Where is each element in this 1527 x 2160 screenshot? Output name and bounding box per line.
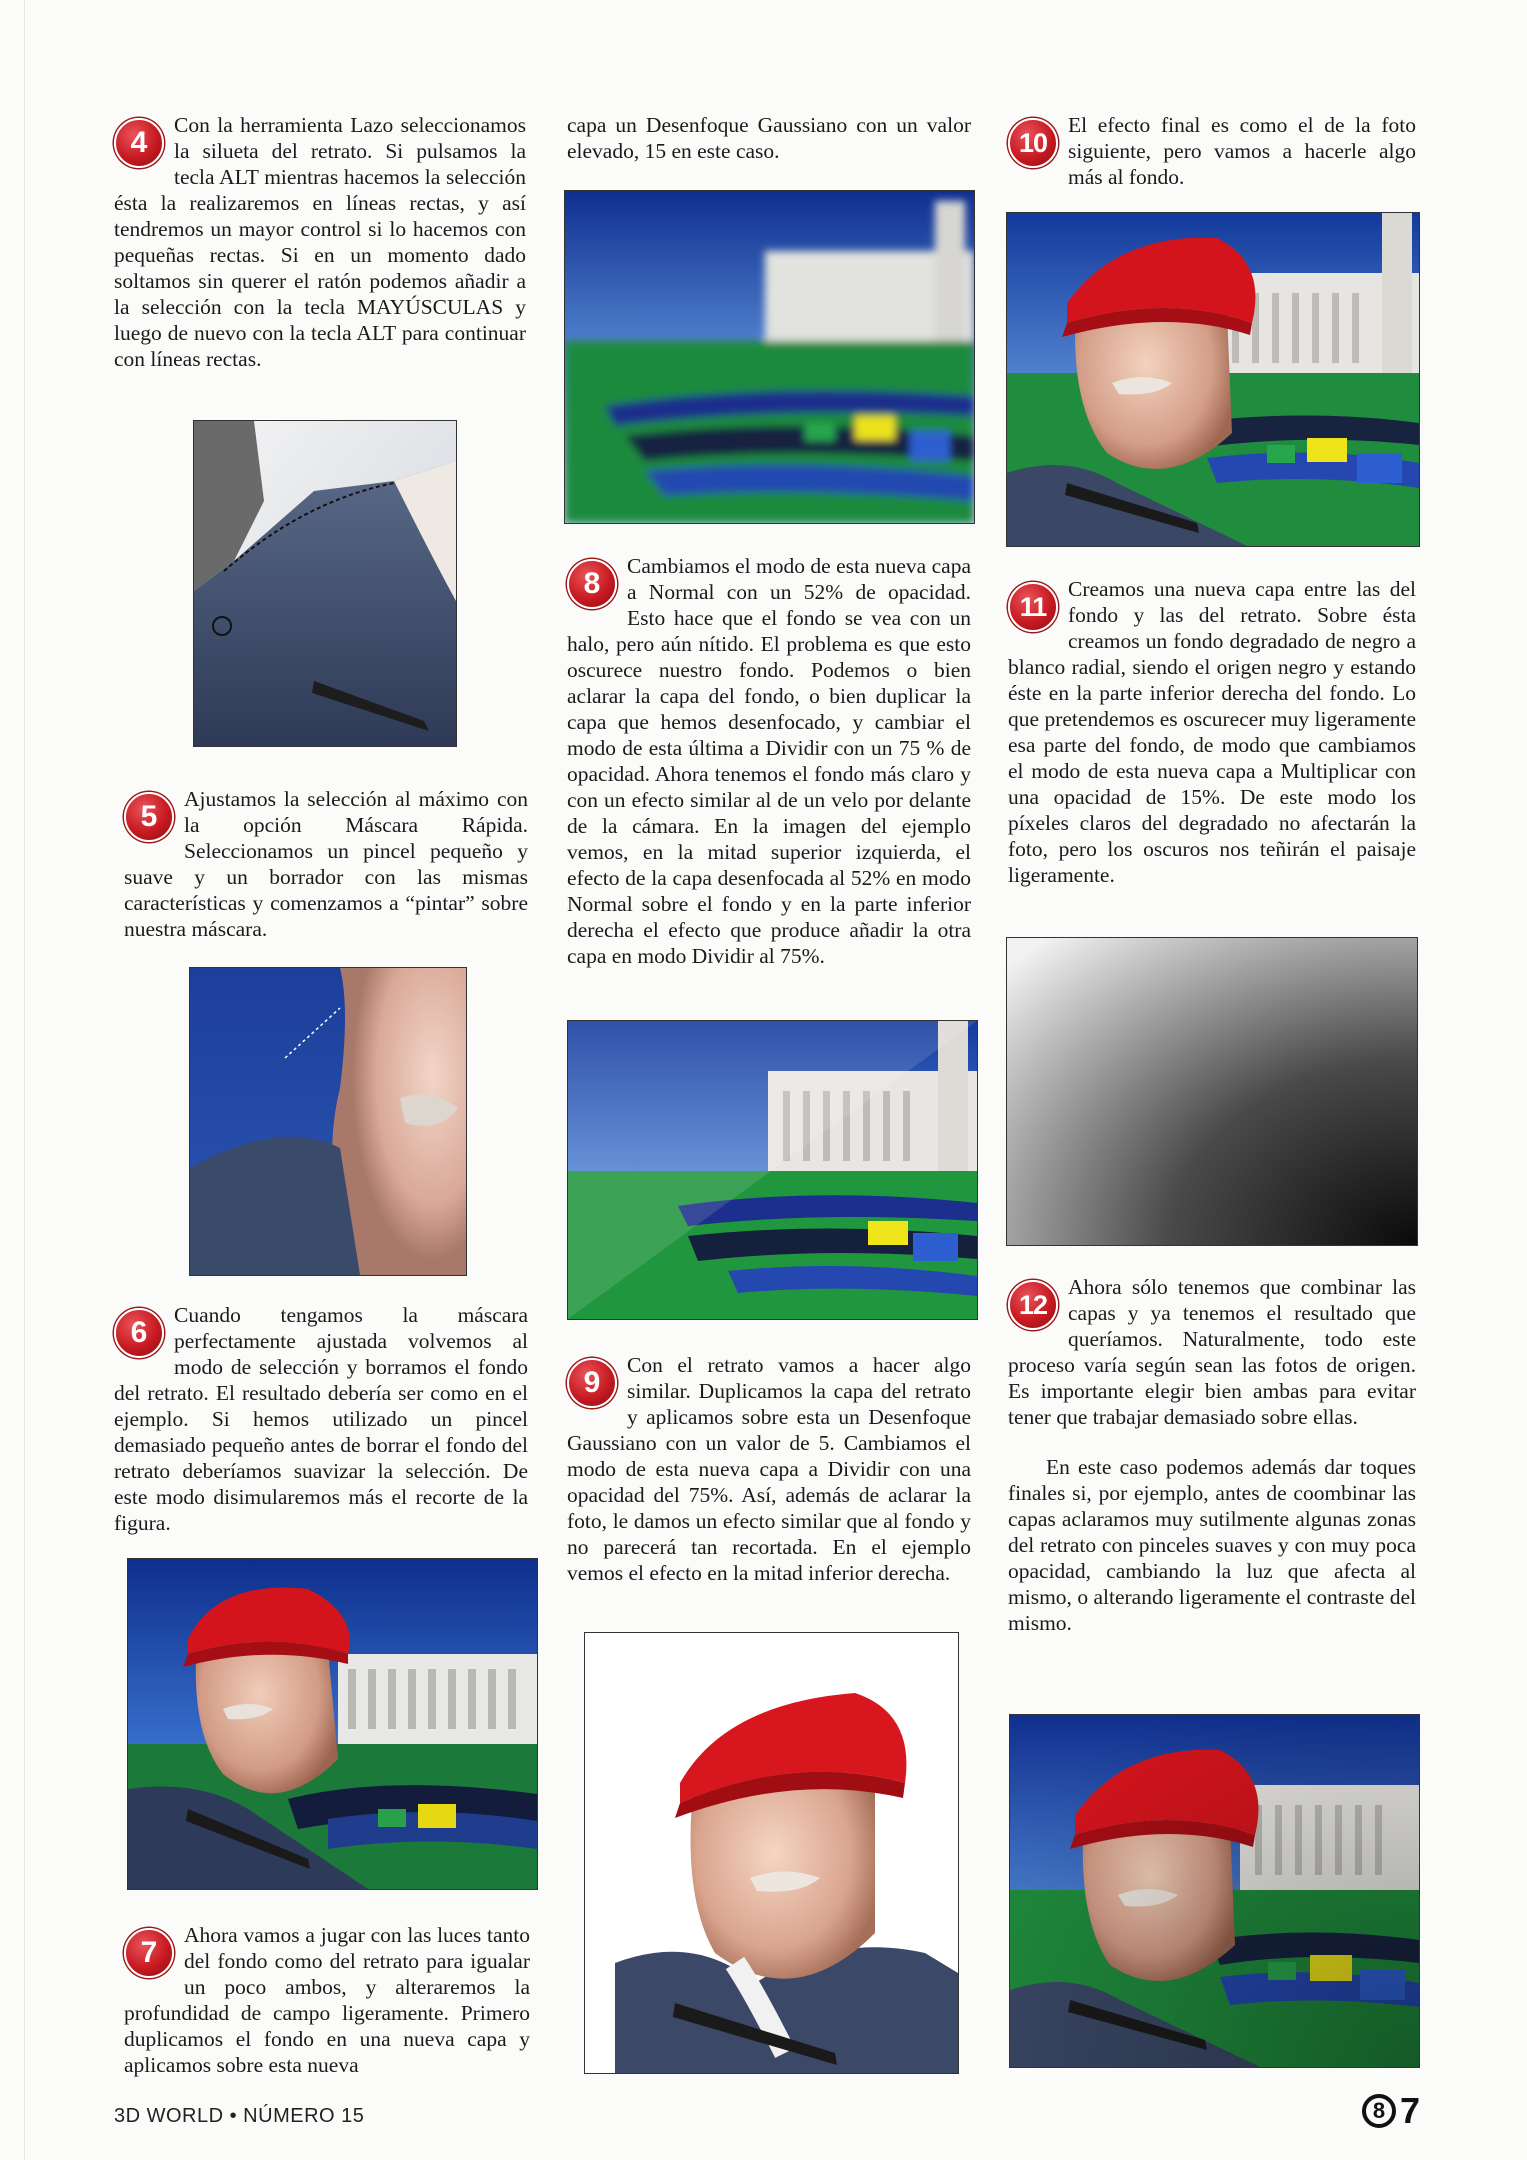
- step-7-text: Ahora vamos a jugar con las luces tanto del fondo como del retrato para igualar un poco ambos, y alteraremos la profundidad de campo ligeramente. Primero duplicamos el fondo en una nueva capa y aplicamos sobre esta nueva: [124, 1923, 530, 2077]
- figure-gaussian-blur-background: [564, 190, 975, 524]
- figure-final-result: [1009, 1714, 1420, 2068]
- step-4-badge: 4: [114, 118, 164, 168]
- step-10-text: El efecto final es como el de la foto siguiente, pero vamos a hacerle algo más al fondo.: [1068, 113, 1416, 189]
- step-8-badge: 8: [567, 559, 617, 609]
- figure-lasso-selection: [193, 420, 457, 747]
- step-6-badge: 6: [114, 1308, 164, 1358]
- step-8: [567, 553, 971, 969]
- step-6-text: Cuando tengamos la máscara perfectamente ajustada volvemos al modo de selección y borramos el fondo del retrato. El resultado debería ser como en el ejemplo. Si hemos utilizado un pincel demasiado pequeño antes de borrar el fondo del retrato deberíamos suavizar la selección. De este modo disimularemos más el recorte de la figura.: [114, 1303, 528, 1535]
- step-12-badge: 12: [1008, 1280, 1058, 1330]
- page-number-digit: 7: [1400, 2090, 1421, 2131]
- step-12-text: Ahora sólo tenemos que combinar las capas y ya tenemos el resultado que queríamos. Naturalmente, todo este proceso varía según sean las fotos de origen. Es importante elegir bien ambas para evitar tener que trabajar demasiado sobre ellas.: [1008, 1275, 1416, 1429]
- step-5-badge: 5: [124, 792, 174, 842]
- figure-layer-normal-and-divide: [567, 1020, 978, 1320]
- figure-final-effect-preview: [1006, 212, 1420, 547]
- step-9-badge: 9: [567, 1358, 617, 1408]
- step-5-text: Ajustamos la selección al máximo con la opción Máscara Rápida. Seleccionamos un pincel pequeño y suave y un borrador con las mismas características y comenzamos a “pintar” sobre nuestra máscara.: [124, 787, 528, 941]
- step-9: [567, 1352, 971, 1586]
- figure-radial-gradient: [1006, 937, 1418, 1246]
- step-10: [1008, 112, 1416, 190]
- step-12-final-text: En este caso podemos además dar toques finales si, por ejemplo, antes de coombinar las capas aclaramos muy sutilmente algunas zonas del retrato con pinceles suaves y con muy poca opacidad, cambiando la luz que afecta al mismo, o alterando ligeramente el contraste del mismo.: [1008, 1455, 1416, 1635]
- figure-cutout-result: [127, 1558, 538, 1890]
- step-12: [1008, 1274, 1416, 1636]
- step-11: [1008, 576, 1416, 888]
- page-margin-line: [24, 0, 25, 2160]
- step-7-continued: [567, 112, 971, 164]
- step-8-text: Cambiamos el modo de esta nueva capa a Normal con un 52% de opacidad. Esto hace que el fondo se vea con un halo, pero aún nítido. El problema es que esto oscurece nuestro fondo. Podemos o bien aclarar la capa del fondo, o bien duplicar la capa que hemos desenfocado, y cambiar el modo de esta última a Dividir con un 75 % de opacidad. Ahora tenemos el fondo más claro y con un efecto similar al de un velo por delante de la cámara. En la imagen del ejemplo vemos, en la mitad superior izquierda, el efecto de la capa desenfocada al 52% en modo Normal sobre el fondo y en la parte inferior derecha el efecto que produce añadir la otra capa en modo Dividir al 75%.: [567, 554, 971, 968]
- step-4: [114, 112, 526, 372]
- step-11-badge: 11: [1008, 582, 1058, 632]
- footer-magazine-issue: 3D WORLD • NÚMERO 15: [114, 2105, 365, 2127]
- step-9-text: Con el retrato vamos a hacer algo similar. Duplicamos la capa del retrato y aplicamos sobre esta un Desenfoque Gaussiano con un valor de 5. Cambiamos el modo de esta nueva capa a Dividir con una opacidad del 75%. Así, además de aclarar la foto, le damos un efecto similar que al fondo y no parecerá tan recortada. En el ejemplo vemos el efecto en la mitad inferior derecha.: [567, 1353, 971, 1585]
- step-5: [124, 786, 528, 942]
- step-7: [124, 1922, 530, 2078]
- step-7-continued-text: capa un Desenfoque Gaussiano con un valor elevado, 15 en este caso.: [567, 113, 971, 163]
- step-10-badge: 10: [1008, 118, 1058, 168]
- page-number-prefix: 8: [1362, 2094, 1396, 2128]
- figure-quick-mask: [189, 967, 467, 1276]
- page-number: [1362, 2090, 1420, 2132]
- figure-portrait-divide: [584, 1632, 959, 2074]
- step-7-badge: 7: [124, 1928, 174, 1978]
- step-11-text: Creamos una nueva capa entre las del fondo y las del retrato. Sobre ésta creamos un fondo degradado de negro a blanco radial, siendo el origen negro y estando éste en la parte inferior derecha del fondo. Lo que pretendemos es oscurecer muy ligeramente esa parte del fondo, de modo que cambiamos el modo de esta nueva capa a Multiplicar con una opacidad de 15%. De este modo los píxeles claros del degradado no afectarán la foto, pero los oscuros nos teñirán el paisaje ligeramente.: [1008, 577, 1416, 887]
- step-6: [114, 1302, 528, 1536]
- step-4-text: Con la herramienta Lazo seleccionamos la silueta del retrato. Si pulsamos la tecla ALT mientras hacemos la selección ésta la realizaremos en líneas rectas, y así tendremos un mayor control si lo hacemos con pequeñas rectas. Si en un momento dado soltamos sin querer el ratón podemos añadir a la selección con la tecla MAYÚSCULAS y luego de nuevo con la tecla ALT para continuar con líneas rectas.: [114, 113, 526, 371]
